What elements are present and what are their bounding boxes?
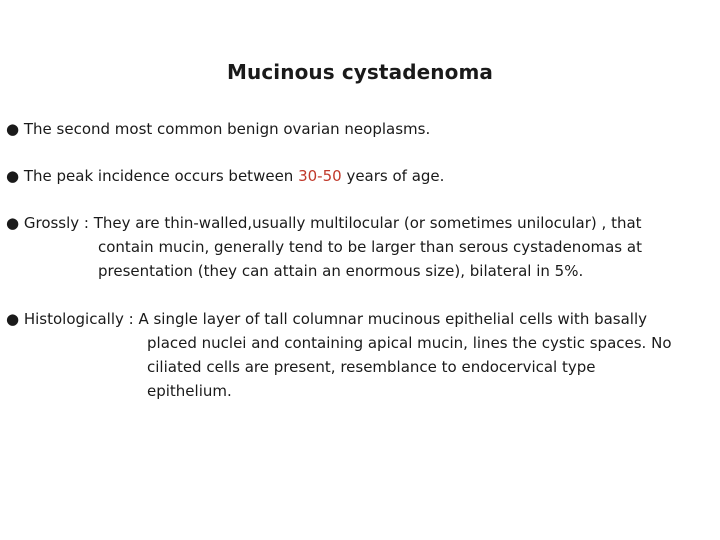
slide-title: Mucinous cystadenoma [227,60,493,84]
bullet-continuation-line: presentation (they can attain an enormous size), bilateral in 5%. [98,262,584,280]
bullet-histologically [6,307,718,403]
bullet-continuation-line: contain mucin, generally tend to be larger than serous cystadenomas at [98,238,642,256]
bullet-grossly [6,211,718,283]
bullet-line: ● The second most common benign ovarian neoplasms. [6,120,431,138]
age-range-highlight: 30-50 [298,167,342,185]
bullet-continuation-line: ciliated cells are present, resemblance to endocervical type [147,358,596,376]
bullet-continuation-line: epithelium. [147,382,232,400]
bullet-continuation-line: placed nuclei and containing apical mucin, lines the cystic spaces. No [147,334,672,352]
bullet-peak-incidence [6,164,718,188]
bullet-text-after: years of age. [341,167,445,185]
bullet-line [6,164,718,188]
bullet-line: ● Grossly : They are thin-walled,usually multilocular (or sometimes unilocular) , that [6,214,642,232]
bullet-second-most-common [6,117,718,141]
bullet-text-before: ● The peak incidence occurs between [6,167,299,185]
bullet-line: ● Histologically : A single layer of tall columnar mucinous epithelial cells with basally [6,310,648,328]
